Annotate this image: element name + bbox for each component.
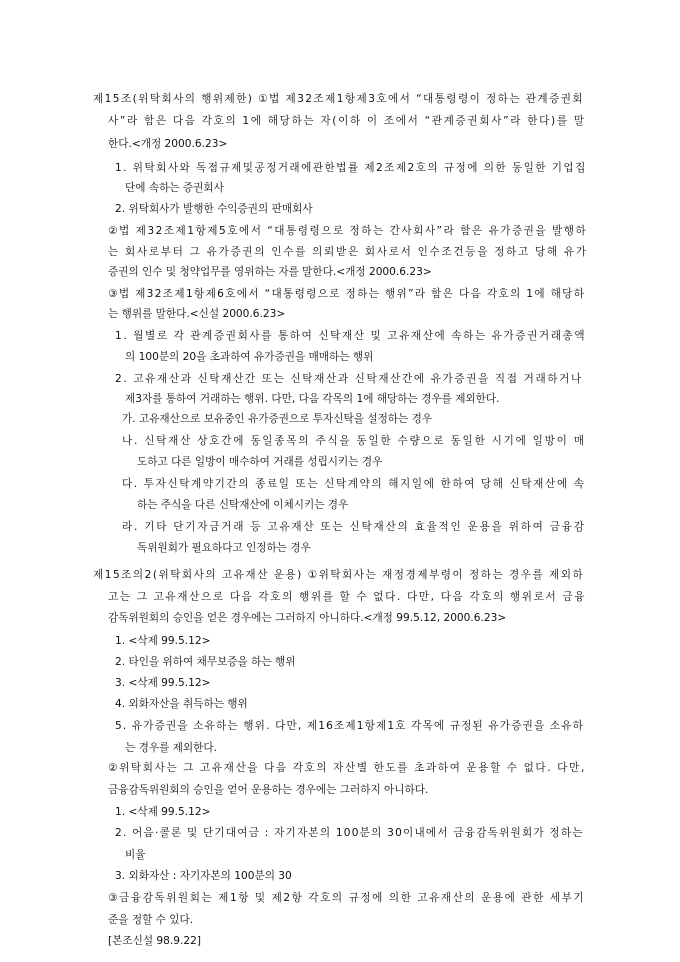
article-15-2-line-8: 5. 유가증권을 소유하는 행위. 다만, 제16조제1항제1호 각목에 규정된 유가증권을 소유하 xyxy=(115,720,584,732)
article-15-2-line-4: 1. <삭제 99.5.12> xyxy=(115,635,211,647)
article-15-line-16: 가. 고유재산으로 보유중인 유가증권으로 투자신탁을 설정하는 경우 xyxy=(122,413,433,425)
article-15-line-18: 도하고 다른 일방이 매수하여 거래를 성립시키는 경우 xyxy=(137,456,383,468)
article-15-line-22: 독위원회가 필요하다고 인정하는 경우 xyxy=(137,542,311,554)
article-15-line-1: 제15조(위탁회사의 행위제한) ①법 제32조제1항제3호에서 “대통령령이 정하는 관계증권회 xyxy=(93,93,585,105)
article-15-2-line-14: 비율 xyxy=(125,849,146,861)
article-15-2-line-6: 3. <삭제 99.5.12> xyxy=(115,677,211,689)
article-15-2-line-13: 2. 어음·콜론 및 단기대여금 : 자기자본의 100분의 30이내에서 금융감독위원회가 정하는 xyxy=(115,827,584,839)
article-15-line-17: 나. 신탁재산 상호간에 동일종목의 주식을 동일한 수량으로 동일한 시기에 일방이 매 xyxy=(122,435,586,447)
article-15-line-9: 증권의 인수 및 청약업무를 영위하는 자를 말한다.<개정 2000.6.23> xyxy=(108,266,432,278)
article-15-2-line-12: 1. <삭제 99.5.12> xyxy=(115,806,211,818)
article-15-line-19: 다. 투자신탁계약기간의 종료일 또는 신탁계약의 해지일에 한하여 당해 신탁재산에 속 xyxy=(122,478,586,490)
article-15-2-line-7: 4. 외화자산을 취득하는 행위 xyxy=(115,698,248,710)
article-15-2-line-15: 3. 외화자산 : 자기자본의 100분의 30 xyxy=(115,870,292,882)
article-15-2-line-5: 2. 타인을 위하여 채무보증을 하는 행위 xyxy=(115,656,296,668)
article-15-line-5: 단에 속하는 증권회사 xyxy=(125,182,224,194)
article-15-2-line-2: 고는 그 고유재산으로 다음 각호의 행위를 할 수 없다. 다만, 다음 각호의 행위로서 금융 xyxy=(108,591,587,603)
article-15-2-line-17: 준을 정할 수 있다. xyxy=(108,914,194,926)
article-15-2-line-11: 금융감독위원회의 승인을 얻어 운용하는 경우에는 그러하지 아니하다. xyxy=(108,784,429,796)
article-15-2-line-18: [본조신설 98.9.22] xyxy=(108,935,202,947)
article-15-2-line-3: 감독위원회의 승인을 얻은 경우에는 그러하지 아니하다.<개정 99.5.12, 2000.6.23> xyxy=(108,612,507,624)
article-15-line-15: 제3자를 통하여 거래하는 행위. 다만, 다음 각목의 1에 해당하는 경우를 제외한다. xyxy=(125,393,500,405)
article-15-line-14: 2. 고유재산과 신탁재산간 또는 신탁재산과 신탁재산간에 유가증권을 직접 거래하거나 xyxy=(115,373,583,385)
article-15-line-11: 는 행위를 말한다.<신설 2000.6.23> xyxy=(108,308,286,320)
article-15-line-2: 사”라 함은 다음 각호의 1에 해당하는 자(이하 이 조에서 “관계증권회사”라 한다)를 말 xyxy=(108,115,586,127)
article-15-2-line-1: 제15조의2(위탁회사의 고유재산 운용) ①위탁회사는 재정경제부령이 정하는 경우를 제외하 xyxy=(93,569,585,581)
article-15-line-6: 2. 위탁회사가 발행한 수익증권의 판매회사 xyxy=(115,203,313,215)
article-15-line-4: 1. 위탁회사와 독점규제및공정거래에관한법률 제2조제2호의 규정에 의한 동일한 기업집 xyxy=(115,162,587,174)
article-15-line-13: 의 100분의 20을 초과하여 유가증권을 매매하는 행위 xyxy=(125,351,374,363)
article-15-line-20: 하는 주식을 다른 신탁재산에 이체시키는 경우 xyxy=(137,499,349,511)
article-15-2-line-9: 는 경우를 제외한다. xyxy=(125,742,217,754)
article-15-line-8: 는 회사로부터 그 유가증권의 인수를 의뢰받은 회사로서 인수조건등을 정하고 당해 유가 xyxy=(108,246,588,258)
article-15-line-12: 1. 월별로 각 관계증권회사를 통하여 신탁재산 및 고유재산에 속하는 유가증권거래총액 xyxy=(115,330,587,342)
article-15-2-line-16: ③금융감독위원회는 제1항 및 제2항 각호의 규정에 의한 고유재산의 운용에 관한 세부기 xyxy=(108,892,586,904)
article-15-line-10: ③법 제32조제1항제6호에서 “대통령령으로 정하는 행위”라 함은 다음 각호의 1에 해당하 xyxy=(108,288,586,300)
article-15-2-line-10: ②위탁회사는 그 고유재산을 다음 각호의 자산별 한도를 초과하여 운용할 수 없다. 다만, xyxy=(108,762,586,774)
article-15-line-7: ②법 제32조제1항제5호에서 “대통령령으로 정하는 간사회사”라 함은 유가증권을 발행하 xyxy=(108,225,588,237)
article-15-line-21: 라. 기타 단기자금거래 등 고유재산 또는 신탁재산의 효율적인 운용을 위하여 금융감 xyxy=(122,521,586,533)
article-15-line-3: 한다.<개정 2000.6.23> xyxy=(108,138,228,150)
